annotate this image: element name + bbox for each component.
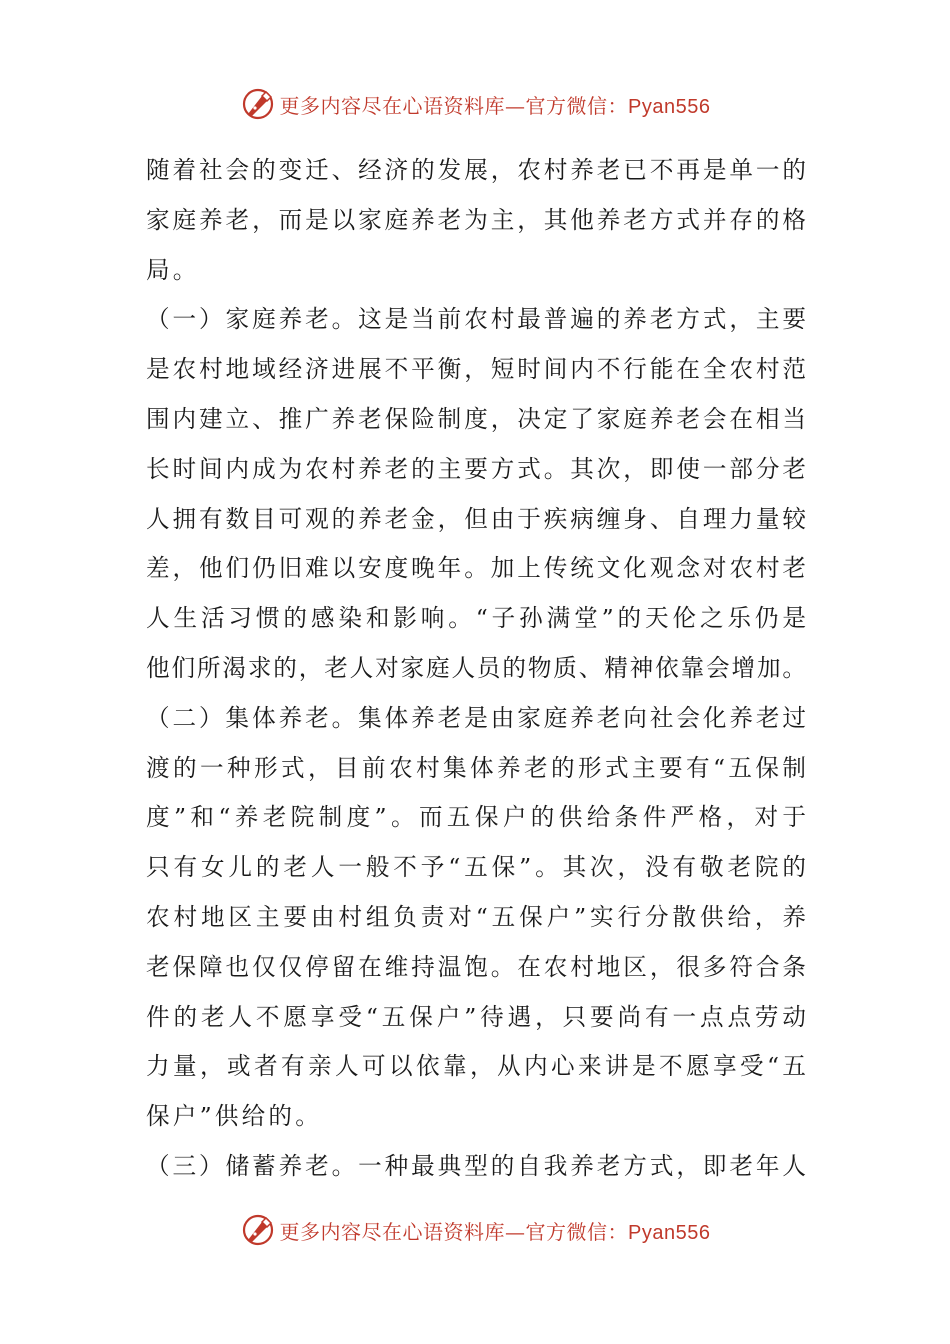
text-line: 渡的一种形式，目前农村集体养老的形式主要有“五保制 [146,753,806,782]
text-line: 他们所渴求的，老人对家庭人员的物质、精神依靠会增加。 [146,653,806,682]
text-line: 随着社会的变迁、经济的发展，农村养老已不再是单一的 [146,156,806,184]
text-line: （一）家庭养老。这是当前农村最普遍的养老方式，主要 [146,305,806,334]
text-line: 家庭养老，而是以家庭养老为主，其他养老方式并存的格 [146,205,806,234]
text-line: 老保障也仅仅停留在维持温饱。在农村地区，很多符合条 [146,952,806,981]
pen-nib-logo-icon [240,86,276,122]
text-line: 农村地区主要由村组负责对“五保户”实行分散供给，养 [146,902,806,931]
text-line: 是农村地域经济进展不平衡，短时间内不行能在全农村范 [146,355,806,384]
text-line: 件的老人不愿享受“五保户”待遇，只要尚有一点点劳动 [146,1002,806,1031]
wechat-id: Pyan556 [628,1221,711,1244]
text-line: 人拥有数目可观的养老金，但由于疾病缠身、自理力量较 [146,504,806,533]
separator: — [505,93,526,118]
text-line: （三）储蓄养老。一种最典型的自我养老方式，即老年人 [146,1151,806,1180]
text-line: 长时间内成为农村养老的主要方式。其次，即使一部分老 [146,454,806,483]
wechat-id: Pyan556 [628,95,711,118]
text-line: 只有女儿的老人一般不予“五保”。其次，没有敬老院的 [146,853,806,882]
pen-nib-logo-icon [240,1212,276,1248]
wechat-label: 官方微信： [525,93,629,118]
header-watermark-text [280,90,711,119]
text-line: 力量，或者有亲人可以依靠，从内心来讲是不愿享受“五 [146,1052,806,1081]
brand-text: 更多内容尽在心语资料库 [279,93,506,118]
text-line: 围内建立、推广养老保险制度，决定了家庭养老会在相当 [146,404,806,433]
document-body [146,146,806,1192]
wechat-label: 官方微信： [525,1219,629,1244]
text-line: （二）集体养老。集体养老是由家庭养老向社会化养老过 [146,703,806,732]
brand-text: 更多内容尽在心语资料库 [279,1219,506,1244]
text-line: 人生活习惯的感染和影响。“子孙满堂”的天伦之乐仍是 [146,604,806,633]
separator: — [505,1219,526,1244]
text-line: 度”和“养老院制度”。而五保户的供给条件严格，对于 [146,803,806,832]
text-line: 局。 [146,255,200,284]
footer-watermark-text [280,1216,711,1245]
footer-watermark-banner [0,1210,950,1250]
header-watermark-banner [0,84,950,124]
text-line: 差，他们仍旧难以安度晚年。加上传统文化观念对农村老 [146,554,806,583]
text-line: 保户”供给的。 [146,1102,323,1131]
